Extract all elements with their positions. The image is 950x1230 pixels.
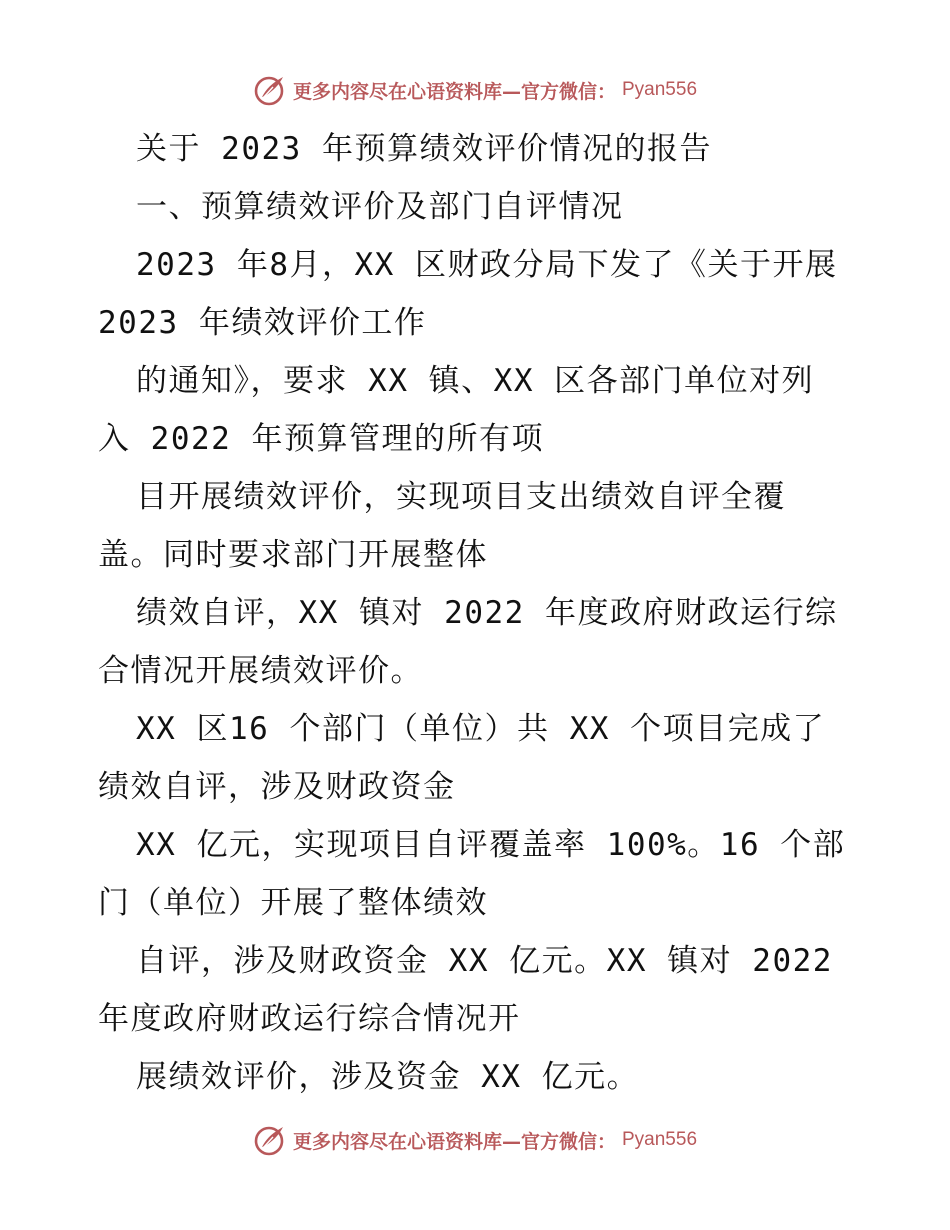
watermark-text: 更多内容尽在心语资料库—官方微信： <box>292 1130 616 1153</box>
paragraph-line: 入 2022 年预算管理的所有项 <box>98 421 544 457</box>
paragraph-line: 盖。同时要求部门开展整体 <box>98 537 488 573</box>
watermark-footer <box>0 1120 950 1160</box>
quill-logo-icon <box>253 1123 287 1157</box>
watermark-text: 更多内容尽在心语资料库—官方微信： <box>292 80 616 103</box>
paragraph-line: 展绩效评价，涉及资金 XX 亿元。 <box>136 1059 640 1095</box>
paragraph-line: 合情况开展绩效评价。 <box>98 653 423 689</box>
paragraph-line: XX 区16 个部门（单位）共 XX 个项目完成了 <box>136 711 826 747</box>
paragraph-line: 年度政府财政运行综合情况开 <box>98 1001 521 1037</box>
paragraph-line: 的通知》，要求 XX 镇、XX 区各部门单位对列 <box>136 363 815 399</box>
section-heading: 一、预算绩效评价及部门自评情况 <box>136 189 624 225</box>
paragraph-line: 绩效自评，XX 镇对 2022 年度政府财政运行综 <box>136 595 838 631</box>
paragraph-line: 目开展绩效评价，实现项目支出绩效自评全覆 <box>136 479 786 515</box>
watermark-wechat-id: Pyan556 <box>622 1129 698 1150</box>
paragraph-line: 门（单位）开展了整体绩效 <box>98 885 488 921</box>
watermark-header <box>0 70 950 110</box>
document-body <box>98 120 858 1106</box>
document-title: 关于 2023 年预算绩效评价情况的报告 <box>136 131 712 167</box>
paragraph-line: XX 亿元，实现项目自评覆盖率 100%。16 个部 <box>136 827 846 863</box>
paragraph-line: 自评，涉及财政资金 XX 亿元。XX 镇对 2022 <box>136 943 833 979</box>
paragraph-line: 2023 年绩效评价工作 <box>98 305 427 341</box>
paragraph-line: 2023 年8月，XX 区财政分局下发了《关于开展 <box>136 247 838 283</box>
watermark-wechat-id: Pyan556 <box>622 79 698 100</box>
quill-logo-icon <box>253 73 287 107</box>
paragraph-line: 绩效自评，涉及财政资金 <box>98 769 456 805</box>
